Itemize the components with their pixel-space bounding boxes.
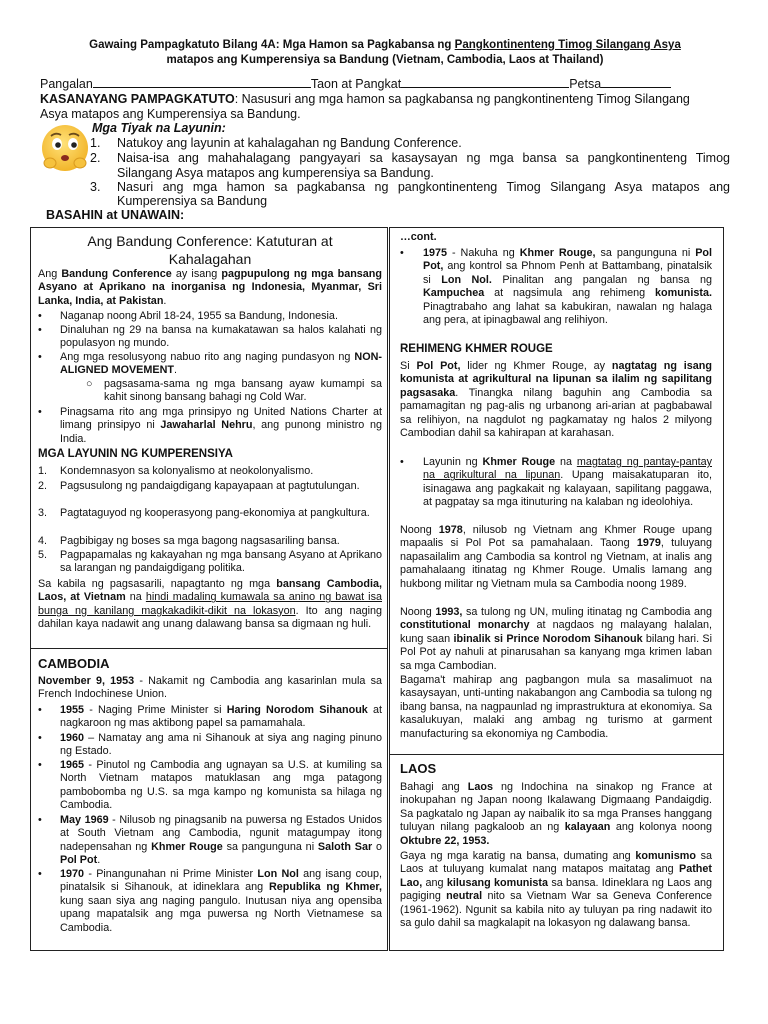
e1a: - Naging Prime Minister si [84,704,227,716]
rpc: lider ng Khmer Rouge, ay [460,360,612,372]
l2b: komunismo [635,850,696,862]
l1a: Bahagi ang [400,781,468,793]
cambodia-intro [38,675,382,702]
objective-2-cont [90,166,730,181]
b3a: Ang mga resolusyong nabuo rito ang naging pundasyon ng [60,351,355,363]
intro-a: Ang [38,268,62,280]
worksheet-title [40,38,730,68]
e4d: Saloth Sar [317,840,373,853]
objective-number: 3. [90,180,101,194]
grade-label: Taon at Pangkat [310,77,402,91]
p93e: at nagdaos ng malayang halalan, kung saan [400,619,712,645]
bandung-heading-line2: Kahalagahan [168,251,252,267]
objective-text: Silangang Asya matapos ang kumperensiya sa Bandung. [117,166,434,180]
p93a: Noong [400,606,436,618]
l2f: kilusang komunista [446,876,548,889]
objective-text: Natukoy ang layunin at kahalagahan ng Bandung Conference. [117,136,462,150]
e4y: May 1969 [60,814,109,826]
objective-text: Naisa-isa ang mahahalagang pangyayari sa kasaysayan ng mga bansa sa pangkontinenteng Timog [117,151,730,165]
b3b: NON-ALIGNED MOVEMENT [60,351,382,377]
title-text: Gawaing Pampagkatuto Bilang 4A: Mga Hamon sa Pagkabansa ng [89,39,455,51]
ci-a: November 9, 1953 [38,675,135,687]
laos-heading: LAOS [400,761,437,776]
p93f: ibinalik si Prince Norodom Sihanouk [453,632,643,645]
cambodia-event-1955 [38,704,382,731]
e1c: at nagkaroon ng mas aktibong papel sa pamamahala. [60,704,382,730]
recovery-paragraph: Bagama't mahirap ang pagbangon mula sa masalimuot na kasaysayan, unti-unting nakabangon ang Cambodia sa tulong ng ibang bansa, na nagpaunlad ng imprastruktura at ekonomiya. Sa kasalukuyan, malaki ang ambag ng turismo at garment manufacturing sa ekonomiya ng Cambodia. [400,674,712,740]
goals-heading: MGA LAYUNIN NG KUMPERENSIYA [38,448,233,460]
goal-1 [38,465,382,478]
objective-number: 2. [90,151,101,165]
name-blank[interactable] [93,77,311,88]
pb: bansang Cambodia, Laos, at Vietnam [38,578,382,604]
goal-text: Kondemnasyon sa kolonyalismo at neokolonyalismo. [60,465,314,477]
bullet-text: Dinaluhan ng 29 na bansa na kumakatawan sa halos kalahati ng populasyon ng mundo. [60,324,382,350]
bullet-text [60,351,382,378]
pc: na [125,591,146,604]
e6d: Pol Pot, [423,247,712,273]
cambodia-event-1969 [38,814,382,868]
left-divider [30,648,388,649]
competency [40,92,730,122]
regime-paragraph [400,360,712,440]
e4a: - Nilusob ng pinagsanib na puwersa ng Estados Unidos at South Vietnam ang Cambodia, ngunit matagumpay itong nadepensahan ng [60,814,382,853]
bullet-text: pagsasama-sama ng mga bansang ayaw kumampi sa kahit sinong bansang bahagi ng Cold War. [104,378,382,404]
p93c: sa tulong ng UN, muling itinatag ng Cambodia ang [462,606,712,618]
l1c: ng Indochina na sinakop ng France at inokupahan ng Japan noong Ikalawang Digmaang Pandaigdig. Sa pagkatalo ng Japan ay naibalik ito sa mga Pranses hanggang tuluyan nilang pagkaloob an ng [400,781,712,834]
bullet-text [60,759,382,813]
e5e: kung saan siya ang naging pangulo. Inutusan niya ang opensiba upang mapatalsik ang mga puwersa ng North Vietnamese sa Cambodia. [60,894,382,934]
cambodia-event-1970 [38,868,382,935]
rbd: magtatag ng pantay-pantay na agrikultural na lipunan [423,456,712,482]
bullet-icon: • [38,351,42,363]
bullet-icon: • [38,759,42,771]
bandung-bullet-4 [38,406,382,446]
l2d: Pathet Lao, [400,863,712,889]
l2e: ang [422,876,447,889]
competency-label: KASANAYANG PAMPAGKATUTO [40,92,235,106]
p78c: , nilusob ng Vietnam ang Khmer Rouge upang mapaalis si Pol Pot sa pamahalaan. Taong [400,524,712,550]
title-underlined: Pangkontinenteng Timog Silangang Asya [454,39,681,51]
bullet-icon: • [38,814,42,826]
bullet-text [60,814,382,868]
e5d: Republika ng Khmer, [268,881,383,894]
rbe: . Upang maisakatuparan ito, isinagawa ang pagkakait ng kalayaan, sapilitang paggawa, at pagpatay sa mga itinuturing na kalaban ng ideolohiya. [423,469,712,509]
title-line2: matapos ang Kumperensiya sa Bandung (Vietnam, Cambodia, Laos at Thailand) [166,54,604,66]
bullet-icon: • [38,310,42,322]
p78a: Noong [400,524,439,536]
p78b: 1978 [438,524,463,536]
bullet-text [60,704,382,731]
goal-4 [38,535,382,548]
bullet-icon: • [38,704,42,716]
laos-paragraph-1 [400,781,712,848]
intro-c: ay isang [171,268,222,280]
bullet-text [60,868,382,935]
e3y: 1965 [60,759,85,771]
l2h: neutral [446,890,483,903]
e6k: Pinagtrabaho ang lahat sa kabukiran, nawalan ng halaga ang pera, at ipinagbawal ang relihiyon. [423,300,712,327]
e1y: 1955 [60,704,85,716]
bullet-text [423,456,712,510]
p78e: , tuluyang napasailalim ang Cambodia sa kontrol ng Vietnam, at inalis ang pamahalaang itinatag ng Khmer Rouge. Umalis lamang ang hukbong militar ng Vietnam mula sa Cambodia noong 1989. [400,537,712,590]
cambodia-event-1960 [38,732,382,759]
bullet-icon: • [38,406,42,418]
pa: Sa kabila ng pagsasarili, napagtanto ng mga [38,578,277,590]
right-divider [389,754,724,755]
pe: . Ito ang naging dahilan kaya nadawit ang unang dalawang bansa sa digmaan ng huli. [38,604,382,631]
ci-b: - Nakamit ng Cambodia ang kasarinlan mula sa French Indochinese Union. [38,675,382,701]
l1f: Oktubre 22, 1953. [400,834,490,847]
e6a: - Nakuha ng [447,247,520,259]
objective-text: Kumperensiya sa Bandung [117,194,268,208]
intro-b: Bandung Conference [61,268,172,280]
e2a: – Namatay ang ama ni Sihanouk at siya ang naging pinuno ng Estado. [60,732,382,758]
l2c: sa Laos at tuluyang kumalat nang matapos maitatag ang [400,850,712,876]
bullet-text [60,406,382,446]
indochina-paragraph [38,578,382,632]
goal-number: 1. [38,465,48,477]
bandung-bullet-3 [38,351,382,378]
e6j: komunista. [655,287,712,300]
cambodia-heading: CAMBODIA [38,656,110,671]
goal-number: 3. [38,507,48,519]
objective-2 [90,151,730,166]
e1b: Haring Norodom Sihanouk [226,704,368,716]
goal-text: Pagsusulong ng pandaigdigang kapayapaan at pagtutulungan. [60,480,360,492]
b4c: , ang punong ministro ng India. [60,419,382,445]
p93g: bilang hari. Si Pol Pot ay nahuli at pinarusahan sa kanyang mga krimen laban sa mga Cambodian. [400,632,713,672]
e4c: sa pangunguna ni [222,840,318,853]
read-label-text: BASAHIN at UNAWAIN [46,208,181,222]
e5c: ang isang coup, pinatalsik si Sihanouk, at idineklara ang [60,868,382,894]
goal-2 [38,480,382,493]
date-blank[interactable] [601,77,671,88]
form-row [40,77,730,92]
l1b: Laos [467,781,493,793]
continued-label: …cont. [400,231,437,243]
rpb: Pol Pot, [416,360,461,372]
objective-number: 1. [90,136,101,150]
name-label: Pangalan [40,77,93,91]
objectives-heading: Mga Tiyak na Layunin: [92,121,226,135]
p93d: constitutional monarchy [400,619,530,632]
rbc: na [555,456,577,468]
bandung-intro [38,268,382,308]
regime-heading: REHIMENG KHMER ROUGE [400,343,553,355]
goal-text: Pagtataguyod ng kooperasyong pang-ekonomiya at pangkultura. [60,507,370,519]
b3c: . [173,364,177,377]
p78d: 1979 [636,537,661,550]
intro-e: . [163,294,167,307]
e6h: Kampuchea [423,287,485,300]
date-label: Petsa [569,77,602,91]
bandung-bullet-1 [38,310,382,323]
pd: hindi madaling kumawala sa anino ng bawat isa bunga ng kanilang magkakadikit-dikit na lokasyon [38,591,382,617]
laos-paragraph-2 [400,850,712,930]
grade-blank[interactable] [401,77,569,88]
l1d: kalayaan [564,821,611,834]
l1e: ang kolonya noong [610,821,712,834]
bandung-heading-line1: Ang Bandung Conference: Katuturan at [87,233,333,249]
e4g: . [97,854,101,867]
bullet-icon: • [400,247,404,259]
cambodia-event-1975 [400,247,712,327]
circle-bullet-icon: ○ [86,378,93,390]
goal-5 [38,549,382,576]
e5y: 1970 [60,868,85,880]
e6i: at nagsimula ang rehimeng [484,287,655,300]
e6y: 1975 [423,247,448,259]
competency-text2: Asya matapos ang Kumperensiya sa Bandung. [40,107,301,121]
bullet-text: Naganap noong Abril 18-24, 1955 sa Bandung, Indonesia. [60,310,338,322]
e4f: Pol Pot [60,854,98,867]
p93b: 1993, [435,606,463,618]
e6c: sa pangunguna ni [595,247,696,259]
goal-3 [38,507,382,520]
competency-text: : Nasusuri ang mga hamon sa pagkabansa ng pangkontinenteng Timog Silangang [234,92,690,106]
b4b: Jawaharlal Nehru [160,419,253,432]
paragraph-1978 [400,524,712,591]
bullet-text [60,732,382,759]
b4a: Pinagsama rito ang mga prinsipyo ng United Nations Charter at limang prinsipyo ni [60,406,382,432]
bullet-icon: • [38,868,42,880]
bandung-heading [40,232,380,268]
goal-text: Pagbibigay ng boses sa mga bagong nagsasariling bansa. [60,535,340,547]
rpa: Si [400,360,417,372]
rba: Layunin ng [423,456,483,468]
e6f: Lon Nol. [441,273,492,286]
e6g: Pinalitan ang pangalan ng bansa ng [491,273,712,286]
e3a: - Pinutol ng Cambodia ang ugnayan sa U.S. at kumiling sa North Vietnam matapos matuklasan ang mga patagong pambobomba ng U.S. sa mga kampo ng komunista sa hilaga ng Cambodia. [60,759,382,812]
rpd: nagtatag ng isang komunista at agrikultural na lipunan sa ilalim ng sapilitang pagsasaka [400,360,712,399]
objective-1 [90,136,730,151]
bullet-icon: • [400,456,404,468]
e4b: Khmer Rouge [151,840,223,853]
bullet-text [423,247,712,327]
read-colon: : [180,208,185,222]
e6e: ang kontrol sa Phnom Penh at Battambang, pinatalsik si [423,260,712,286]
bullet-icon: • [38,732,42,744]
l2i: nito sa Vietnam War sa Geneva Conference (1961-1962). Ngunit sa kabila nito ay tuluyan pa ring nadawit ito sa gulo dahil sa magkalapit na lokasyon ng dalawang bansa. [400,890,712,930]
goal-number: 5. [38,549,48,561]
e2y: 1960 [60,732,85,744]
goal-number: 4. [38,535,48,547]
thinking-emoji-icon [36,122,94,176]
intro-d: pagpupulong ng mga bansang Asyano at Aprikano na inorganisa ng Indonesia, Myanmar, Sri Lanka, India, at Pakistan [38,268,382,307]
goal-text: Pagpapamalas ng kakayahan ng mga bansang Asyano at Aprikano sa larangan ng pandaigdigang politika. [60,549,382,575]
objective-text: Nasuri ang mga hamon sa pagkabansa ng pangkontinenteng Timog Silangang Asya matapos ang [117,180,730,194]
read-label [46,208,184,222]
cambodia-event-1965 [38,759,382,813]
l2a: Gaya ng mga karatig na bansa, dumating ang [400,850,636,862]
goal-number: 2. [38,480,48,492]
rpe: . Tinangka nilang baguhin ang Cambodia sa pamamagitan ng pag-alis ng urbanong ari-arian at pagbabawal sa relihiyon, na nagdulot ng pagkamatay ng halos 2 milyong Cambodian dahil sa kahirapan at karahasan. [400,386,712,440]
objective-3-cont [90,194,730,209]
bandung-subbullet [86,378,382,405]
regime-bullet [400,456,712,510]
e5a: - Pinangunahan ni Prime Minister [84,868,258,880]
paragraph-1993 [400,606,712,673]
e6b: Khmer Rouge, [519,247,596,259]
bullet-icon: • [38,324,42,336]
e5b: Lon Nol [257,868,299,880]
e4e: o [372,840,382,853]
bandung-bullet-2 [38,324,382,351]
l2g: sa bansa. Idineklara ng Laos ang pagiging [400,876,713,903]
objective-3 [90,180,730,195]
rbb: Khmer Rouge [482,456,556,468]
